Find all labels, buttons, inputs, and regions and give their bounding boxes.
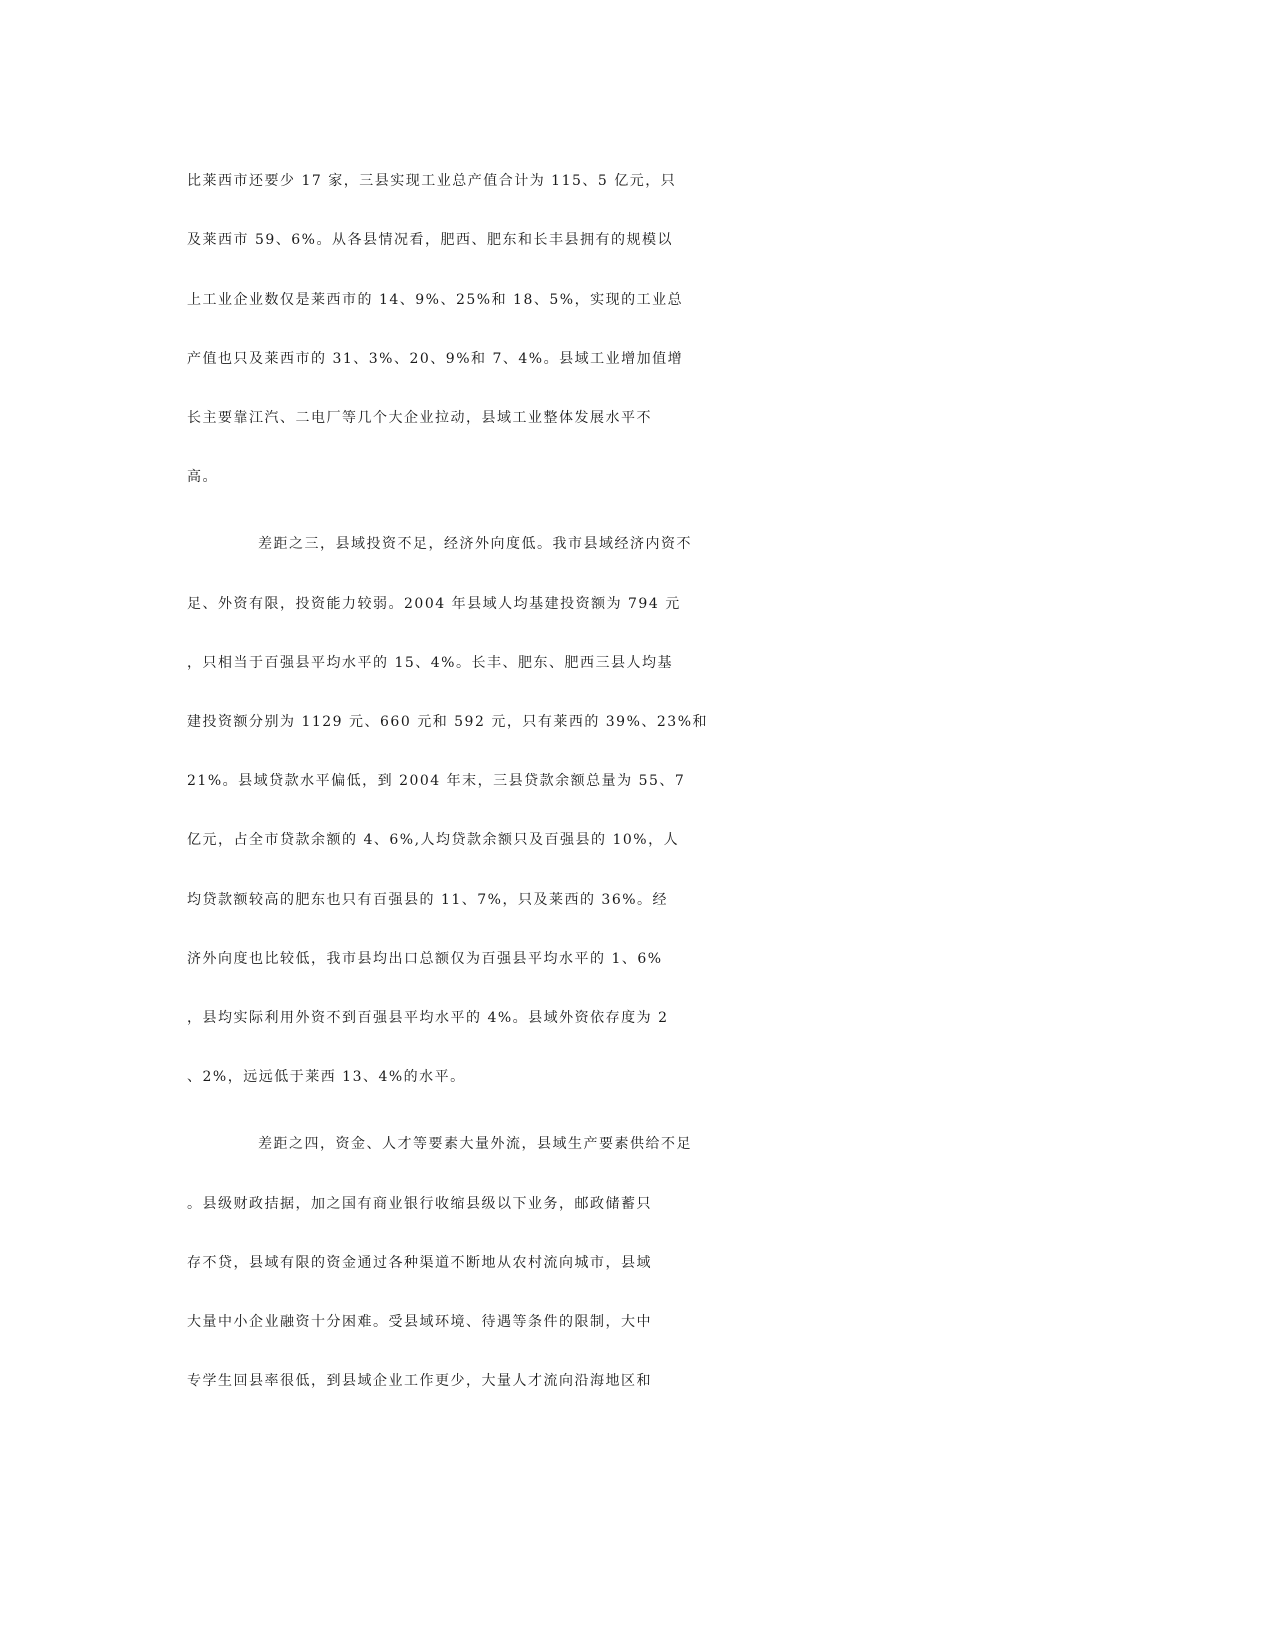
text-line: 大量中小企业融资十分困难。受县域环境、待遇等条件的限制，大中 — [187, 1314, 652, 1330]
text-line: 产值也只及莱西市的 31、3%、20、9%和 7、4%。县域工业增加值增 — [187, 351, 684, 367]
text-line: 济外向度也比较低，我市县均出口总额仅为百强县平均水平的 1、6% — [187, 951, 663, 967]
text-line: 建投资额分别为 1129 元、660 元和 592 元，只有莱西的 39%、23%和 — [187, 714, 709, 730]
paragraph-first-line: 差距之三，县域投资不足，经济外向度低。我市县域经济内资不 — [258, 536, 692, 552]
text-line: 、2%，远远低于莱西 13、4%的水平。 — [187, 1069, 466, 1085]
text-line: 亿元，占全市贷款余额的 4、6%,人均贷款余额只及百强县的 10%，人 — [187, 832, 680, 848]
text-line: ，县均实际利用外资不到百强县平均水平的 4%。县域外资依存度为 2 — [187, 1010, 669, 1026]
text-line: 专学生回县率很低，到县域企业工作更少，大量人才流向沿海地区和 — [187, 1373, 652, 1389]
text-line: 足、外资有限，投资能力较弱。2004 年县域人均基建投资额为 794 元 — [187, 596, 681, 612]
text-line: ，只相当于百强县平均水平的 15、4%。长丰、肥东、肥西三县人均基 — [187, 655, 673, 671]
paragraph-first-line: 差距之四，资金、人才等要素大量外流，县域生产要素供给不足 — [258, 1136, 692, 1152]
text-line: 上工业企业数仅是莱西市的 14、9%、25%和 18、5%，实现的工业总 — [187, 292, 684, 308]
text-line: 长主要靠江汽、二电厂等几个大企业拉动，县域工业整体发展水平不 — [187, 410, 652, 426]
text-line: 。县级财政拮据，加之国有商业银行收缩县级以下业务，邮政储蓄只 — [187, 1196, 652, 1212]
text-line: 均贷款额较高的肥东也只有百强县的 11、7%，只及莱西的 36%。经 — [187, 892, 669, 908]
text-line: 存不贷，县域有限的资金通过各种渠道不断地从农村流向城市，县域 — [187, 1255, 652, 1271]
text-line: 及莱西市 59、6%。从各县情况看，肥西、肥东和长丰县拥有的规模以 — [187, 232, 673, 248]
text-line: 21%。县域贷款水平偏低，到 2004 年末，三县贷款余额总量为 55、7 — [187, 773, 686, 789]
text-line: 高。 — [187, 469, 218, 485]
text-line: 比莱西市还要少 17 家，三县实现工业总产值合计为 115、5 亿元，只 — [187, 173, 677, 189]
